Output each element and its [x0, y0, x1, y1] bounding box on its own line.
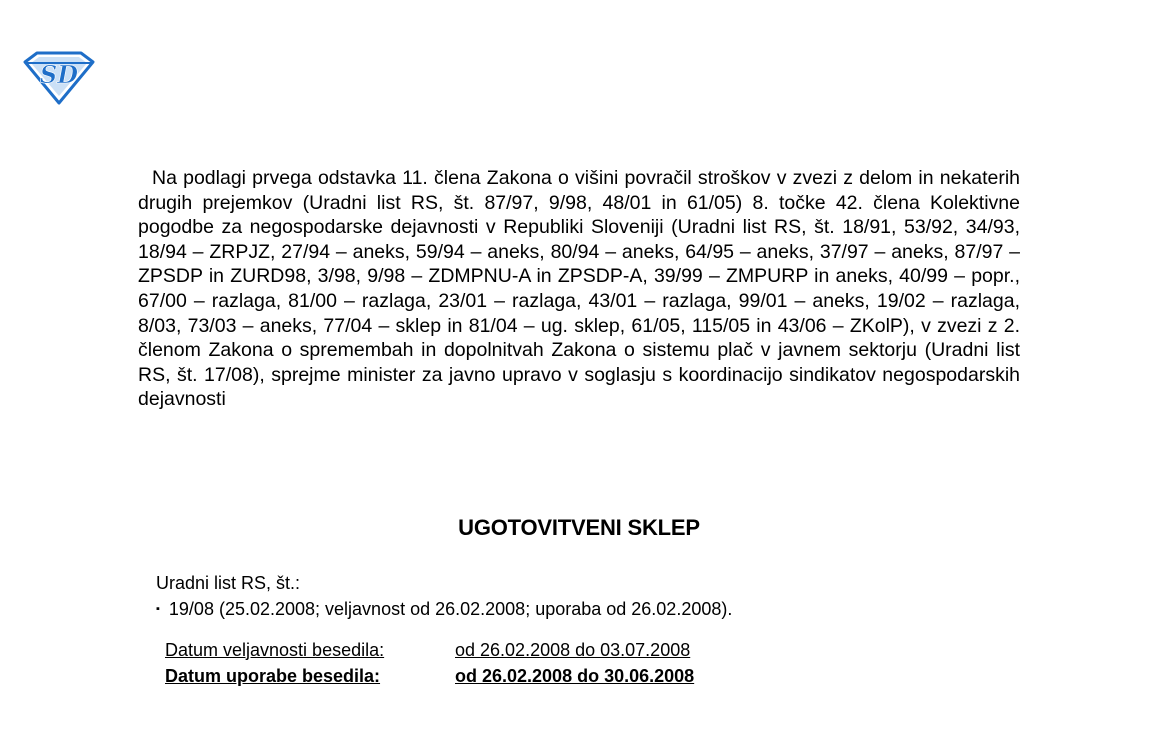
sd-logo [22, 50, 96, 106]
validity-row [165, 637, 694, 663]
application-value: od 26.02.2008 do 30.06.2008 [455, 665, 695, 686]
application-label: Datum uporabe besedila: [165, 665, 381, 686]
intro-paragraph: Na podlagi prvega odstavka 11. člena Zakona o višini povračil stroškov v zvezi z delom in nekaterih drugih prejemkov (Uradni list RS, št. 87/97, 9/98, 48/01 in 61/05) 8. točke 42. člena Kolektivne pogodbe za negospodarske dejavnosti v Republiki Sloveniji (Uradni list RS, št. 18/91, 53/92, 34/93, 18/94 – ZRPJZ, 27/94 – aneks, 59/94 – aneks, 80/94 – aneks, 64/95 – aneks, 37/97 – aneks, 87/97 – ZPSDP in ZURD98, 3/98, 9/98 – ZDMPNU-A in ZPSDP-A, 39/99 – ZMPURP in aneks, 40/99 – popr., 67/00 – razlaga, 81/00 – razlaga, 23/01 – razlaga, 43/01 – razlaga, 99/01 – aneks, 19/02 – razlaga, 8/03, 73/03 – aneks, 77/04 – sklep in 81/04 – ug. sklep, 61/05, 115/05 in 43/06 – ZKolP), v zvezi z 2. členom Zakona o spremembah in dopolnitvah Zakona o sistemu plač v javnem sektorju (Uradni list RS, št. 17/08), sprejme minister za javno upravo v soglasju s koordinacijo sindikatov negospodarskih dejavnosti [138, 167, 1020, 411]
validity-label: Datum veljavnosti besedila: [165, 639, 385, 660]
gazette-item-text: 19/08 (25.02.2008; veljavnost od 26.02.2008; uporaba od 26.02.2008). [168, 599, 733, 619]
dates-block [165, 637, 694, 689]
document-heading: UGOTOVITVENI SKLEP [458, 515, 700, 540]
validity-value: od 26.02.2008 do 03.07.2008 [455, 639, 691, 660]
gazette-label: Uradni list RS, št.: [156, 573, 301, 593]
square-bullet-icon: ▪ [156, 602, 160, 615]
gazette-list-item [156, 599, 732, 620]
logo-text: SD [39, 60, 79, 89]
application-row [165, 663, 694, 689]
